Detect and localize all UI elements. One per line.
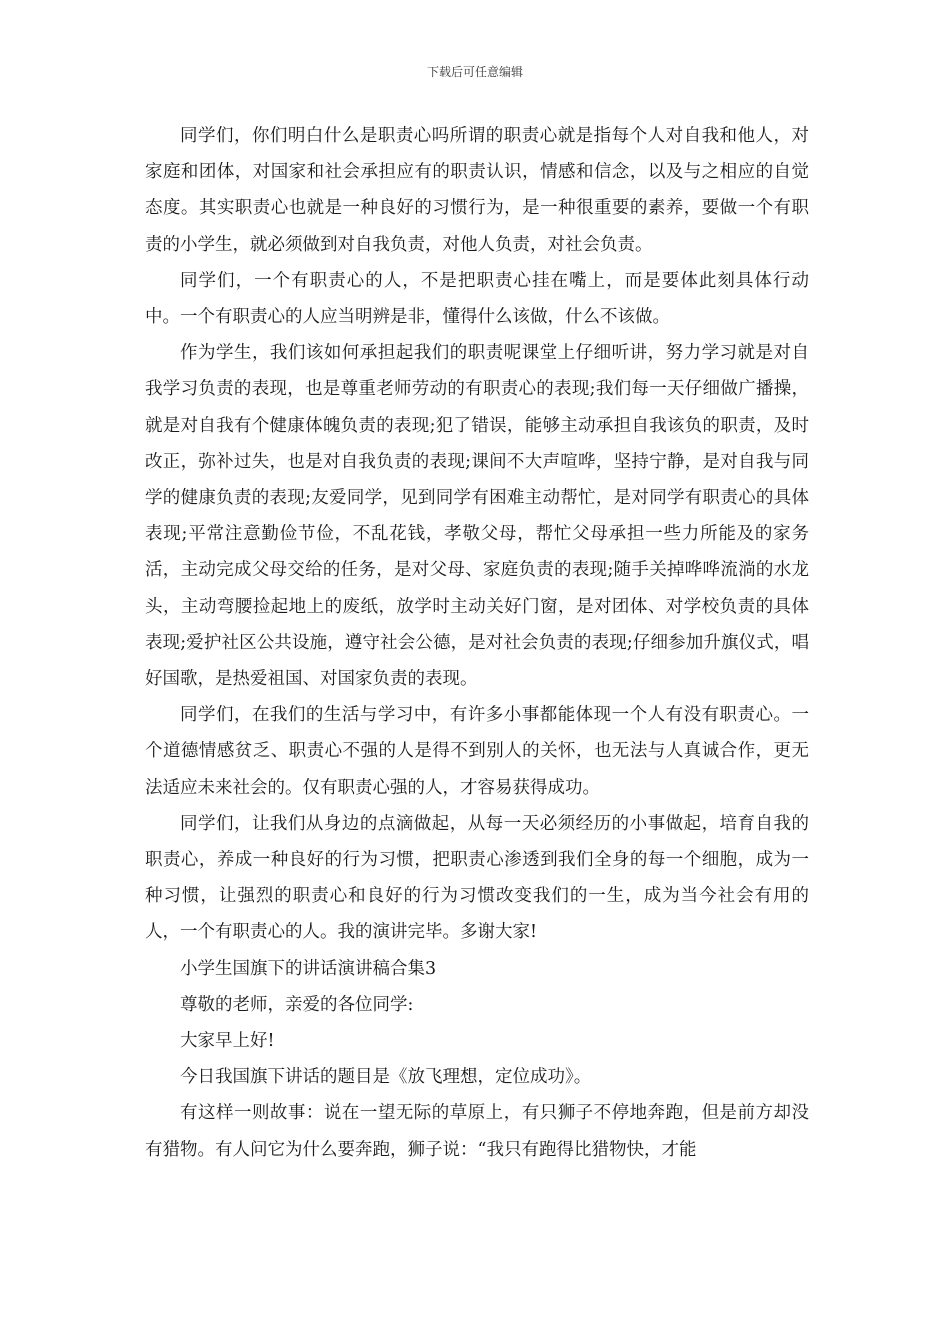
paragraph-2: 同学们，一个有职责心的人，不是把职责心挂在嘴上，而是要体此刻具体行动中。一个有职责心的人应当明辨是非，懂得什么该做，什么不该做。 bbox=[145, 270, 809, 328]
paragraph-1: 同学们，你们明白什么是职责心吗所谓的职责心就是指每个人对自我和他人，对家庭和团体，对国家和社会承担应有的职责认识，情感和信念，以及与之相应的自觉态度。其实职责心也就是一种良好的习惯行为，是一种很重要的素养，要做一个有职责的小学生，就必须做到对自我负责，对他人负责，对社会负责。 bbox=[145, 126, 809, 255]
paragraph-4: 同学们，在我们的生活与学习中，有许多小事都能体现一个人有没有职责心。一个道德情感贫乏、职责心不强的人是得不到别人的关怀，也无法与人真诚合作，更无法适应未来社会的。仅有职责心强的人，才容易获得成功。 bbox=[145, 705, 809, 798]
page-header: 下载后可任意编辑 bbox=[426, 65, 523, 79]
speech-topic: 今日我国旗下讲话的题目是《放飞理想，定位成功》。 bbox=[180, 1067, 592, 1088]
document-body bbox=[145, 118, 809, 1168]
story-paragraph: 有这样一则故事：说在一望无际的草原上，有只狮子不停地奔跑，但是前方却没有猎物。有人问它为什么要奔跑，狮子说：“我只有跑得比猎物快，才能 bbox=[145, 1103, 809, 1160]
paragraph-3: 作为学生，我们该如何承担起我们的职责呢课堂上仔细听讲，努力学习就是对自我学习负责的表现，也是尊重老师劳动的有职责心的表现;我们每一天仔细做广播操，就是对自我有个健康体魄负责的表现;犯了错误，能够主动承担自我该负的职责，及时改正，弥补过失，也是对自我负责的表现;课间不大声喧哗，坚持宁静，是对自我与同学的健康负责的表现;友爱同学，见到同学有困难主动帮忙，是对同学有职责心的具体表现;平常注意勤俭节俭，不乱花钱，孝敬父母，帮忙父母承担一些力所能及的家务活，主动完成父母交给的任务，是对父母、家庭负责的表现;随手关掉哗哗流淌的水龙头，主动弯腰捡起地上的废纸，放学时主动关好门窗，是对团体、对学校负责的具体表现;爱护社区公共设施，遵守社会公德，是对社会负责的表现;仔细参加升旗仪式，唱好国歌，是热爱祖国、对国家负责的表现。 bbox=[145, 343, 809, 690]
paragraph-5: 同学们，让我们从身边的点滴做起，从每一天必须经历的小事做起，培育自我的职责心，养成一种良好的行为习惯，把职责心渗透到我们全身的每一个细胞，成为一种习惯，让强烈的职责心和良好的行为习惯改变我们的一生，成为当今社会有用的人，一个有职责心的人。我的演讲完毕。多谢大家! bbox=[145, 813, 809, 943]
section-title: 小学生国旗下的讲话演讲稿合集3 bbox=[180, 958, 437, 979]
salutation: 尊敬的老师，亲爱的各位同学: bbox=[180, 994, 414, 1015]
greeting: 大家早上好! bbox=[180, 1031, 275, 1052]
